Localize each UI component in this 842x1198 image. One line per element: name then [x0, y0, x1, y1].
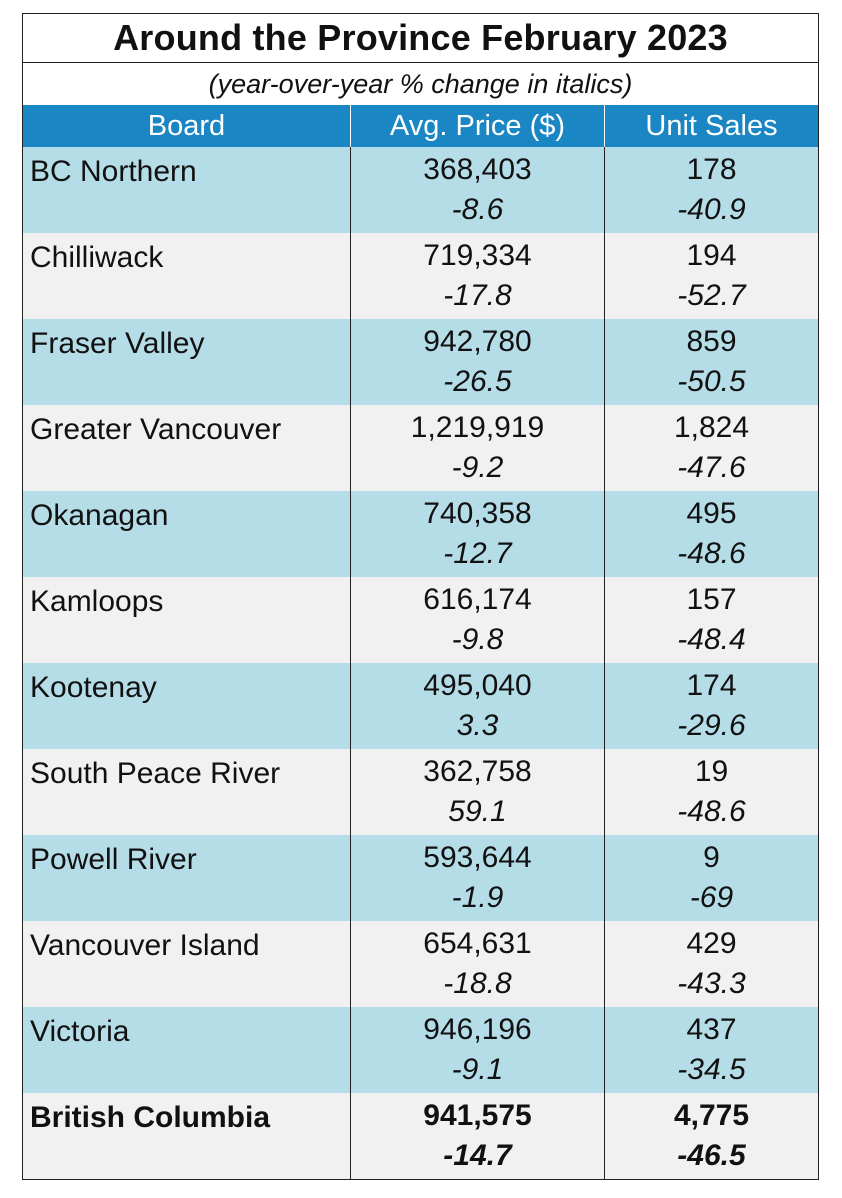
- avg-price-cell: [350, 1007, 604, 1093]
- unit-sales-cell: [604, 921, 818, 1007]
- avg-price: 495,040: [423, 669, 532, 702]
- unit-sales-change: -34.5: [677, 1053, 746, 1086]
- avg-price-change: -9.8: [451, 623, 504, 656]
- board-name: South Peace River: [30, 757, 281, 790]
- unit-sales-cell: [604, 405, 818, 491]
- table-body: [23, 147, 818, 1093]
- board-name: Kamloops: [30, 585, 164, 618]
- avg-price: 593,644: [423, 841, 532, 874]
- unit-sales-cell: [604, 491, 818, 577]
- table-title: Around the Province February 2023: [23, 14, 818, 63]
- table-row: [23, 577, 818, 663]
- avg-price-cell: [350, 405, 604, 491]
- unit-sales: 859: [686, 325, 737, 358]
- unit-sales: 495: [686, 497, 737, 530]
- board-name: Vancouver Island: [30, 929, 260, 962]
- board-name: Okanagan: [30, 499, 169, 532]
- province-table: [22, 13, 819, 1180]
- avg-price-cell: [350, 491, 604, 577]
- avg-price: 719,334: [423, 239, 532, 272]
- board-name: Kootenay: [30, 671, 157, 704]
- table-row: [23, 663, 818, 749]
- avg-price-change: 59.1: [448, 795, 507, 828]
- total-row: [23, 1093, 818, 1179]
- avg-price-change: -18.8: [443, 967, 512, 1000]
- avg-price: 946,196: [423, 1013, 532, 1046]
- avg-price-cell: [350, 663, 604, 749]
- table-row: [23, 835, 818, 921]
- avg-price-change: 3.3: [456, 709, 499, 742]
- avg-price-change: -8.6: [451, 193, 504, 226]
- table-row: [23, 749, 818, 835]
- table-row: [23, 1007, 818, 1093]
- header-board: Board: [147, 109, 226, 142]
- unit-sales-cell: [604, 577, 818, 663]
- unit-sales: 174: [686, 669, 737, 702]
- avg-price-change: -26.5: [443, 365, 512, 398]
- avg-price: 1,219,919: [410, 411, 545, 444]
- avg-price-cell: [350, 749, 604, 835]
- header-avg-price: Avg. Price ($): [350, 105, 604, 147]
- unit-sales-cell: [604, 147, 818, 233]
- avg-price-change: -12.7: [443, 537, 512, 570]
- board-name: Greater Vancouver: [30, 413, 282, 446]
- unit-sales: 19: [694, 755, 729, 788]
- unit-sales-change: -69: [689, 881, 734, 914]
- unit-sales: 194: [686, 239, 737, 272]
- avg-price: 362,758: [423, 755, 532, 788]
- unit-sales-change: -29.6: [677, 709, 746, 742]
- board-name: Victoria: [30, 1015, 130, 1048]
- unit-sales-change: -52.7: [677, 279, 746, 312]
- table-row: [23, 405, 818, 491]
- total-avg-price-cell: [350, 1093, 604, 1179]
- total-unit-sales-cell: [604, 1093, 818, 1179]
- unit-sales-change: -48.6: [677, 795, 746, 828]
- board-name: Chilliwack: [30, 241, 164, 274]
- board-name: Fraser Valley: [30, 327, 205, 360]
- table-row: [23, 491, 818, 577]
- unit-sales: 437: [686, 1013, 737, 1046]
- total-board-name: British Columbia: [30, 1101, 271, 1134]
- total-avg-price-change: -14.7: [443, 1139, 512, 1172]
- avg-price-change: -1.9: [451, 881, 504, 914]
- avg-price-cell: [350, 921, 604, 1007]
- unit-sales-change: -40.9: [677, 193, 746, 226]
- board-name: Powell River: [30, 843, 197, 876]
- unit-sales: 9: [703, 841, 720, 874]
- unit-sales-change: -43.3: [677, 967, 746, 1000]
- board-name: BC Northern: [30, 155, 197, 188]
- avg-price: 368,403: [423, 153, 532, 186]
- table-header: [23, 105, 818, 147]
- unit-sales-cell: [604, 835, 818, 921]
- unit-sales: 1,824: [673, 411, 750, 444]
- avg-price-cell: [350, 577, 604, 663]
- table-row: [23, 319, 818, 405]
- unit-sales: 429: [686, 927, 737, 960]
- unit-sales-cell: [604, 1007, 818, 1093]
- table-subtitle: (year-over-year % change in italics): [208, 68, 633, 99]
- header-unit-sales: Unit Sales: [604, 105, 818, 147]
- table-row: [23, 147, 818, 233]
- unit-sales-cell: [604, 319, 818, 405]
- avg-price-cell: [350, 835, 604, 921]
- unit-sales-cell: [604, 233, 818, 319]
- unit-sales-change: -47.6: [677, 451, 746, 484]
- avg-price-change: -9.2: [451, 451, 504, 484]
- unit-sales-change: -50.5: [677, 365, 746, 398]
- unit-sales: 157: [686, 583, 737, 616]
- avg-price-cell: [350, 233, 604, 319]
- unit-sales-cell: [604, 663, 818, 749]
- unit-sales-cell: [604, 749, 818, 835]
- total-unit-sales: 4,775: [673, 1099, 750, 1132]
- avg-price-cell: [350, 147, 604, 233]
- unit-sales-change: -48.4: [677, 623, 746, 656]
- total-unit-sales-change: -46.5: [677, 1139, 746, 1172]
- avg-price: 942,780: [423, 325, 532, 358]
- avg-price-change: -17.8: [443, 279, 512, 312]
- avg-price: 740,358: [423, 497, 532, 530]
- table-row: [23, 921, 818, 1007]
- table-row: [23, 233, 818, 319]
- avg-price: 654,631: [423, 927, 532, 960]
- total-avg-price: 941,575: [423, 1099, 532, 1132]
- avg-price: 616,174: [423, 583, 532, 616]
- unit-sales: 178: [686, 153, 737, 186]
- avg-price-cell: [350, 319, 604, 405]
- unit-sales-change: -48.6: [677, 537, 746, 570]
- avg-price-change: -9.1: [451, 1053, 504, 1086]
